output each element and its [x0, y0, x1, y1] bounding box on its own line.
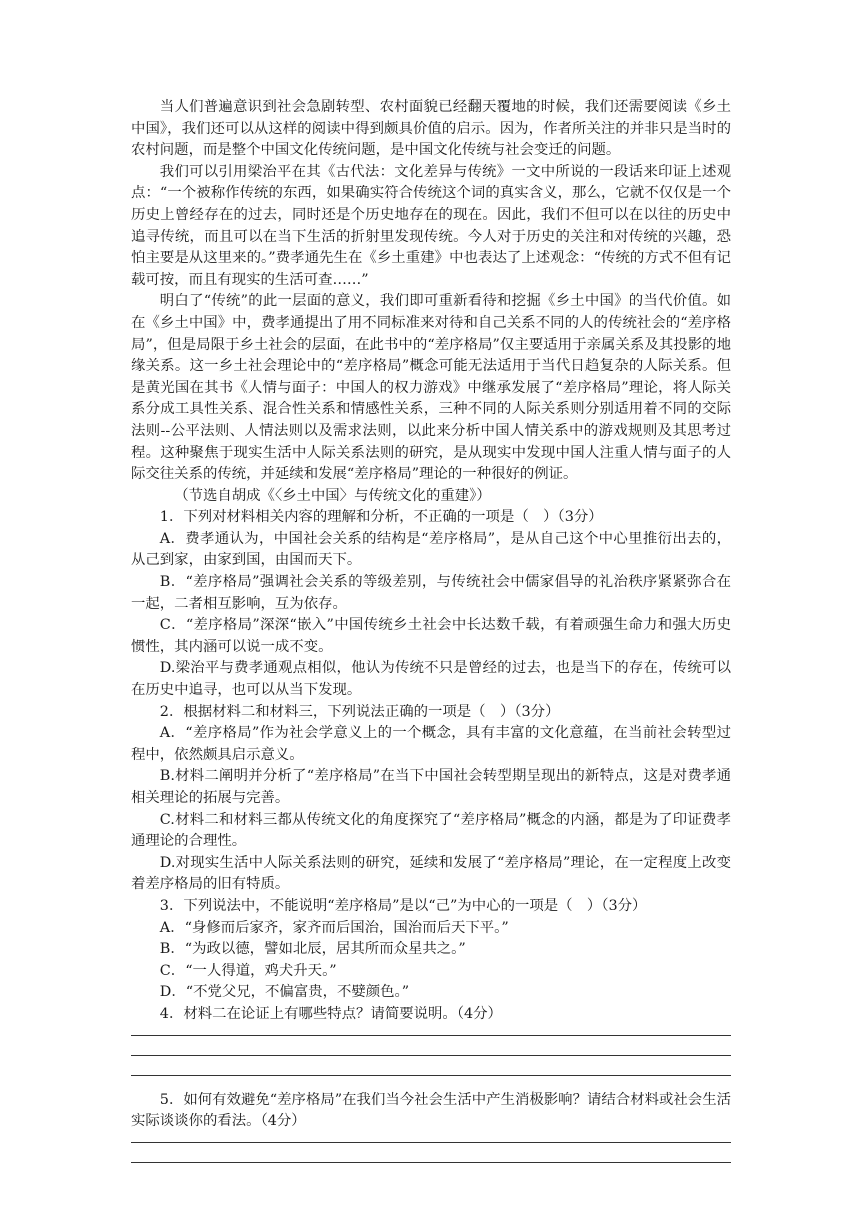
question-2-option-c: C.材料二和材料三都从传统文化的角度探究了“差序格局”概念的内涵，都是为了印证费孝通理论的合理性。	[131, 811, 731, 850]
question-1-stem: 1．下列对材料相关内容的理解和分析，不正确的一项是（ ）（3分）	[159, 509, 603, 526]
question-5-stem: 5．如何有效避免“差序格局”在我们当今社会生活中产生消极影响？请结合材料或社会生活实际谈谈你的看法。（4分）	[131, 1091, 731, 1130]
question-1-option-a: A．费孝通认为，中国社会关系的结构是“差序格局”，是从自己这个中心里推衍出去的，从己到家，由家到国，由国而天下。	[131, 530, 731, 569]
passage-source: （节选自胡成《〈乡土中国〉与传统文化的重建》）	[174, 487, 491, 504]
question-1-option-c: C．“差序格局”深深“嵌入”中国传统乡土社会中长达数千载，有着顽强生命力和强大历史惯性，其内涵可以说一成不变。	[131, 617, 731, 655]
passage-paragraph-1: 当人们普遍意识到社会急剧转型、农村面貌已经翻天覆地的时候，我们还需要阅读《乡土中国》，我们还可以从这样的阅读中得到颇具价值的启示。因为，作者所关注的并非只是当时的农村问题，而是整个中国文化传统问题，是中国文化传统与社会变迁的问题。	[131, 99, 731, 159]
question-2-option-d: D.对现实生活中人际关系法则的研究，延续和发展了“差序格局”理论，在一定程度上改变着差序格局的旧有特质。	[131, 854, 731, 893]
document-page	[131, 97, 731, 1182]
question-3-option-a: A．“身修而后家齐，家齐而后国治，国治而后天下平。”	[159, 919, 509, 936]
question-4-answer-area	[131, 1026, 731, 1076]
question-5-answer-area	[131, 1133, 731, 1163]
question-2-stem: 2．根据材料二和材料三，下列说法正确的一项是（ ）（3分）	[159, 703, 560, 720]
question-3-stem: 3．下列说法中，不能说明“差序格局”是以“己”为中心的一项是（ ）（3分）	[159, 897, 647, 914]
answer-line	[131, 1035, 731, 1036]
question-3-option-c: C．“一人得道，鸡犬升天。”	[159, 962, 337, 979]
question-3-option-d: D．“不党父兄，不偏富贵，不嬖颜色。”	[159, 984, 410, 1001]
question-1-option-d: D.梁治平与费孝通观点相似，他认为传统不只是曾经的过去，也是当下的存在，传统可以在历史中追寻，也可以从当下发现。	[131, 660, 731, 699]
question-2-option-a: A．“差序格局”作为社会学意义上的一个概念，具有丰富的文化意蕴，在当前社会转型过程中，依然颇具启示意义。	[131, 725, 731, 763]
question-3-option-b: B．“为政以德，譬如北辰，居其所而众星共之。”	[159, 941, 466, 958]
passage-paragraph-2: 我们可以引用梁治平在其《古代法：文化差异与传统》一文中所说的一段话来印证上述观点：“一个被称作传统的东西，如果确实符合传统这个词的真实含义，那么，它就不仅仅是一个历史上曾经存在的过去，同时还是个历史地存在的现在。因此，我们不但可以在以往的历史中追寻传统，而且可以在当下生活的折射里发现传统。今人对于历史的关注和对传统的兴趣，恐怕主要是从这里来的。”费孝通先生在《乡土重建》中也表达了上述观念：“传统的方式不但有记载可按，而且有现实的生活可查……”	[131, 163, 731, 288]
answer-line	[131, 1075, 731, 1076]
passage-paragraph-3: 明白了“传统”的此一层面的意义，我们即可重新看待和挖掘《乡土中国》的当代价值。如在《乡土中国》中，费孝通提出了用不同标准来对待和自己关系不同的人的传统社会的“差序格局”，但是局限于乡土社会的层面，在此书中的“差序格局”仅主要适用于亲属关系及其投影的地缘关系。这一乡土社会理论中的“差序格局”概念可能无法适用于当代日趋复杂的人际关系。但是黄光国在其书《人情与面子：中国人的权力游戏》中继承发展了“差序格局”理论，将人际关系分成工具性关系、混合性关系和情感性关系，三种不同的人际关系则分别适用着不同的交际法则--公平法则、人情法则以及需求法则，以此来分析中国人情关系中的游戏规则及其思考过程。这种聚焦于现实生活中人际关系法则的研究，是从现实中发现中国人注重人情与面子的人际交往关系的传统，并延续和发展“差序格局”理论的一种很好的例证。	[131, 293, 731, 483]
answer-line	[131, 1142, 731, 1143]
question-1-option-b: B．“差序格局”强调社会关系的等级差别，与传统社会中儒家倡导的礼治秩序紧紧弥合在一起，二者相互影响，互为依存。	[131, 574, 731, 612]
answer-line	[131, 1162, 731, 1163]
question-4-stem: 4．材料二在论证上有哪些特点？请简要说明。（4分）	[159, 1005, 502, 1022]
answer-line	[131, 1055, 731, 1056]
question-2-option-b: B.材料二阐明并分析了“差序格局”在当下中国社会转型期呈现出的新特点，这是对费孝通相关理论的拓展与完善。	[131, 768, 731, 806]
